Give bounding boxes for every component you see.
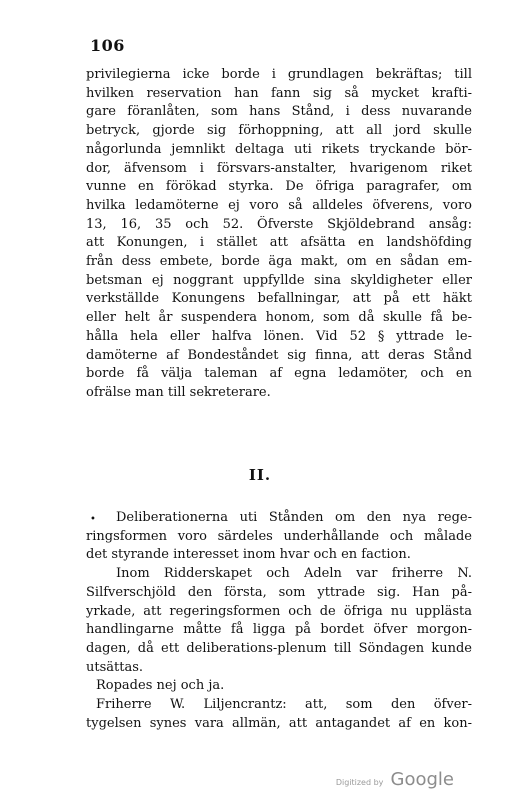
text-line: ringsformen voro särdeles underhållande och målade	[86, 528, 472, 544]
text-line: Friherre W. Liljencrantz: att, som den öfver-	[96, 697, 472, 713]
text-line: betryck, gjorde sig förhoppning, att all jord skulle	[86, 123, 472, 139]
section-heading: II.	[248, 466, 272, 484]
watermark-prefix: Digitized by	[335, 778, 384, 787]
text-line: verkställde Konungens befallningar, att på ett häkt	[86, 291, 472, 307]
text-line: Ropades nej och ja.	[96, 678, 225, 694]
digitized-watermark	[336, 769, 454, 790]
text-line: det styrande interesset inom hvar och en faction.	[86, 547, 411, 563]
paragraph-2	[86, 509, 472, 733]
section-marker: •	[90, 514, 96, 525]
text-line: Inom Ridderskapet och Adeln var friherre N.	[116, 566, 472, 582]
text-line: tygelsen synes vara allmän, att antagandet af en kon-	[86, 715, 472, 731]
text-line: gare föranlåten, som hans Stånd, i dess nuvarande	[86, 104, 472, 120]
text-line: handlingarne måtte få ligga på bordet öfver morgon-	[86, 622, 472, 638]
text-line: dor, äfvensom i försvars-anstalter, hvarigenom riket	[86, 160, 472, 176]
text-line: privilegierna icke borde i grundlagen bekräftas; till	[86, 67, 472, 82]
text-line: någorlunda jemnlikt deltaga uti rikets tryckande bör-	[86, 141, 472, 157]
text-line: betsman ej noggrant uppfyllde sina skyldigheter eller	[86, 272, 472, 288]
text-line: att Konungen, i stället att afsätta en landshöfding	[86, 235, 472, 251]
text-line: ofrälse man till sekreterare.	[86, 384, 271, 400]
text-line: borde få välja taleman af egna ledamöter, och en	[86, 366, 472, 382]
text-line: yrkade, att regeringsformen och de öfriga nu upplästa	[86, 603, 472, 619]
text-line: eller helt år suspendera honom, som då skulle få be-	[86, 310, 472, 326]
page-number: 106	[90, 36, 125, 55]
google-logo: Google	[390, 769, 454, 790]
text-line: hålla hela eller halfva lönen. Vid 52 § yttrade le-	[86, 328, 472, 344]
text-line: hvilka ledamöterne ej voro så alldeles öfverens, voro	[86, 197, 472, 213]
text-line: vunne en förökad styrka. De öfriga paragrafer, om	[86, 179, 472, 195]
text-line: Silfverschjöld den första, som yttrade sig. Han på-	[86, 584, 472, 600]
text-line: damöterne af Bondeståndet sig finna, att deras Stånd	[86, 347, 472, 363]
text-line: 13, 16, 35 och 52. Öfverste Skjöldebrand ansåg:	[86, 216, 472, 232]
text-line: utsättas.	[86, 659, 144, 675]
text-line: från dess embete, borde äga makt, om en sådan em-	[86, 254, 472, 270]
text-line: Deliberationerna uti Stånden om den nya rege-	[116, 510, 472, 525]
paragraph-1	[86, 66, 472, 403]
text-line: hvilken reservation han fann sig så mycket krafti-	[86, 85, 472, 101]
text-line: dagen, då ett deliberations-plenum till Söndagen kunde	[86, 640, 472, 656]
